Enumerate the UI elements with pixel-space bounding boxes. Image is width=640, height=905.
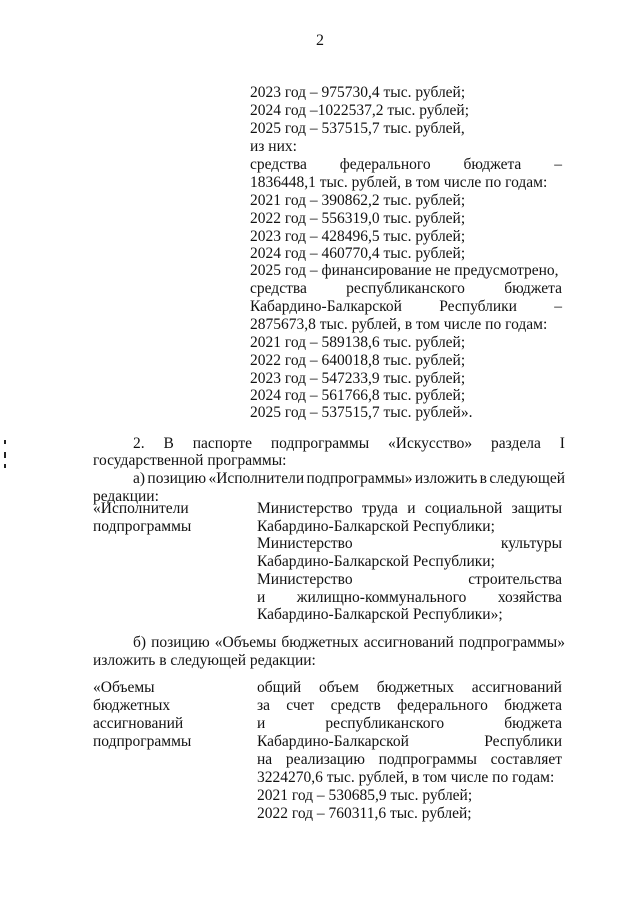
word: бюджета	[463, 156, 522, 173]
binding-mark	[4, 440, 6, 444]
volumes-label: подпрограммы	[93, 733, 192, 750]
text-line: 2875673,8 тыс. рублей, в том числе по годам:	[250, 316, 548, 333]
word: паспорте	[192, 435, 252, 452]
word: б)	[133, 634, 147, 651]
text-line: 2024 год – 460770,4 тыс. рублей;	[250, 245, 466, 262]
text-line-justified	[133, 634, 565, 651]
text-line: 2021 год – 589138,6 тыс. рублей;	[250, 334, 466, 351]
text-line: 2024 год –1022537,2 тыс. рублей;	[250, 102, 470, 119]
word: а)	[133, 470, 146, 487]
word: культуры	[500, 535, 562, 552]
word: средства	[250, 280, 307, 297]
word: подпрограммы»	[458, 634, 565, 651]
word: и	[257, 715, 266, 732]
text-line: изложить в следующей редакции:	[93, 652, 316, 669]
text-line: 2021 год – 530685,9 тыс. рублей;	[257, 787, 473, 804]
text-line-justified	[257, 535, 562, 552]
word: В	[163, 435, 174, 452]
word: Министерство	[257, 571, 353, 588]
word: счет	[286, 697, 315, 714]
word: и	[257, 589, 266, 606]
volumes-label: ассигнований	[93, 715, 184, 732]
word: хозяйства	[497, 589, 562, 606]
word: –	[554, 156, 562, 173]
text-line-justified	[250, 280, 562, 297]
text-line-justified	[250, 156, 562, 173]
word: ассигнований	[471, 679, 562, 696]
executors-label: «Исполнители	[93, 500, 189, 517]
text-line: 2022 год – 556319,0 тыс. рублей;	[250, 210, 466, 227]
word: средства	[250, 156, 307, 173]
text-line-justified	[257, 500, 562, 517]
word: составляет	[490, 751, 562, 768]
word: объем	[318, 679, 359, 696]
word: позицию	[147, 470, 207, 487]
word: I	[559, 435, 565, 452]
text-line: 2023 год – 547233,9 тыс. рублей;	[250, 370, 466, 387]
word: общий	[257, 679, 302, 696]
word: строительства	[468, 571, 562, 588]
word: средств	[330, 697, 381, 714]
text-line: Кабардино-Балкарской Республики»;	[257, 606, 503, 623]
word: федерального	[339, 156, 431, 173]
word: позицию	[151, 634, 210, 651]
word: «Исполнители	[208, 470, 305, 487]
word: следующей	[489, 470, 565, 487]
word: Министерство	[257, 535, 353, 552]
word: на	[257, 751, 273, 768]
text-line: 2025 год – финансирование не предусмотрено,	[250, 262, 559, 279]
word: Республики	[484, 733, 562, 750]
word: бюджета	[504, 715, 562, 732]
volumes-label: бюджетных	[93, 697, 171, 714]
binding-mark	[4, 452, 6, 458]
word: бюджетных	[376, 679, 454, 696]
page-number: 2	[316, 32, 324, 49]
word: жилищно-коммунального	[296, 589, 467, 606]
word: бюджетных	[281, 634, 359, 651]
text-line: из них:	[250, 138, 297, 155]
text-line: 2023 год – 975730,4 тыс. рублей;	[250, 84, 466, 101]
word: труда	[361, 500, 398, 517]
word: –	[554, 298, 562, 315]
word: и	[407, 500, 416, 517]
binding-mark	[4, 464, 6, 468]
volumes-label: «Объемы	[93, 679, 155, 696]
word: подпрограммы	[270, 435, 370, 452]
executors-label: подпрограммы	[93, 518, 192, 535]
text-line-justified	[257, 715, 562, 732]
text-line: 2022 год – 640018,8 тыс. рублей;	[250, 352, 466, 369]
word: реализацию	[285, 751, 365, 768]
word: Министерство	[257, 500, 353, 517]
word: Кабардино-Балкарской	[250, 298, 402, 315]
word: за	[257, 697, 271, 714]
word: Республики	[439, 298, 517, 315]
text-line-justified	[257, 571, 562, 588]
word: 2.	[133, 435, 145, 452]
text-line-justified	[133, 470, 565, 487]
word: в	[479, 470, 487, 487]
word: республиканского	[346, 280, 465, 297]
text-line: 2025 год – 537515,7 тыс. рублей,	[250, 120, 465, 137]
text-line: 2024 год – 561766,8 тыс. рублей;	[250, 387, 466, 404]
text-line: Кабардино-Балкарской Республики;	[257, 518, 495, 535]
text-line-justified	[133, 435, 565, 452]
text-line-justified	[250, 298, 562, 315]
text-line: 3224270,6 тыс. рублей, в том числе по годам:	[257, 769, 555, 786]
word: «Искусство»	[388, 435, 473, 452]
word: бюджета	[504, 697, 562, 714]
word: изложить	[414, 470, 478, 487]
word: ассигнований	[363, 634, 454, 651]
word: бюджета	[504, 280, 562, 297]
text-line: 2022 год – 760311,6 тыс. рублей;	[257, 805, 472, 822]
word: республиканского	[325, 715, 445, 732]
text-line: редакции:	[93, 488, 159, 505]
text-line-justified	[257, 589, 562, 606]
text-line: Кабардино-Балкарской Республики;	[257, 553, 495, 570]
word: федерального	[397, 697, 488, 714]
word: раздела	[491, 435, 541, 452]
word: социальной	[424, 500, 503, 517]
word: Кабардино-Балкарской	[257, 733, 409, 750]
text-line: государственной программы:	[93, 452, 287, 469]
text-line-justified	[257, 679, 562, 696]
text-line: 2021 год – 390862,2 тыс. рублей;	[250, 192, 466, 209]
text-line: 2025 год – 537515,7 тыс. рублей».	[250, 404, 473, 421]
word: подпрограммы»	[306, 470, 413, 487]
word: «Объемы	[214, 634, 277, 651]
word: защиты	[511, 500, 562, 517]
text-line: 1836448,1 тыс. рублей, в том числе по годам:	[250, 174, 548, 191]
text-line: 2023 год – 428496,5 тыс. рублей;	[250, 228, 466, 245]
text-line-justified	[257, 751, 562, 768]
text-line-justified	[257, 697, 562, 714]
word: подпрограммы	[378, 751, 477, 768]
text-line-justified	[257, 733, 562, 750]
